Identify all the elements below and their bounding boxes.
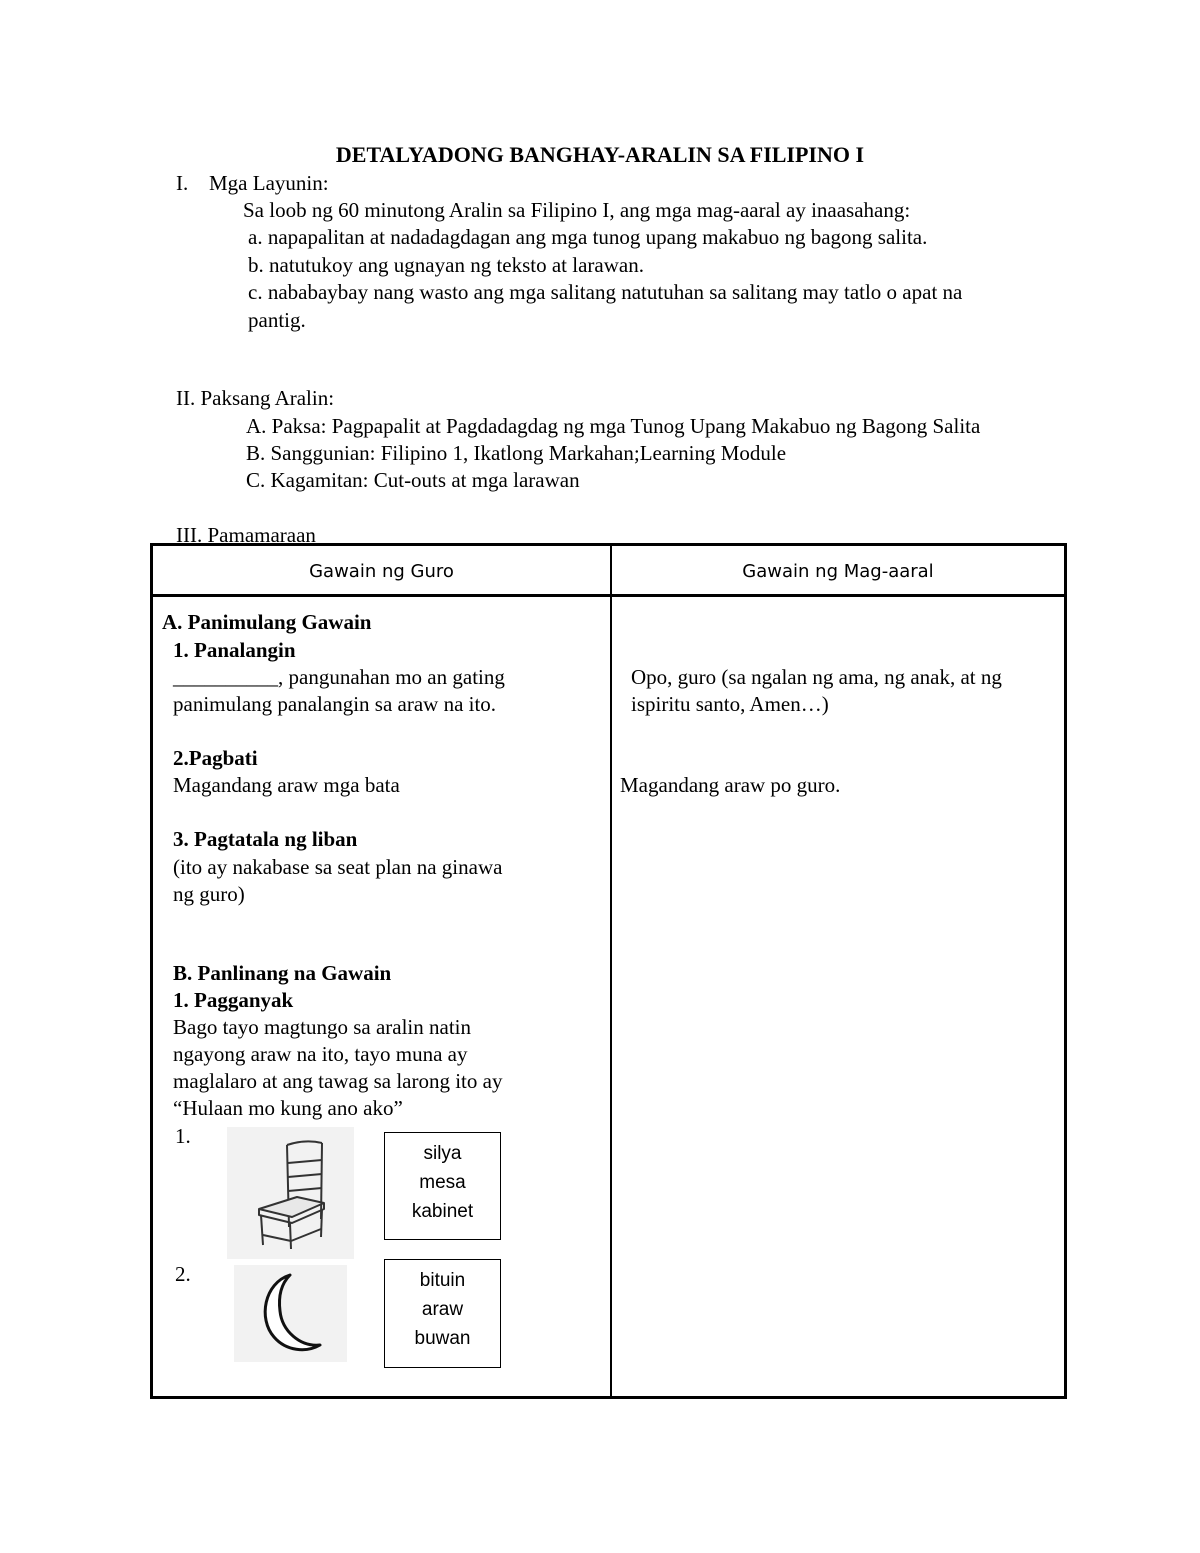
choices-box-1 (384, 1132, 501, 1240)
header-divider (153, 594, 1064, 597)
objective-item-continued: pantig. (248, 308, 306, 332)
header-student: Gawain ng Mag-aaral (742, 561, 934, 582)
student-greeting-response: Magandang araw po guro. (620, 773, 841, 797)
chair-icon (227, 1127, 354, 1259)
objective-item: b. natutukoy ang ugnayan ng teksto at larawan. (248, 253, 644, 277)
section-2-heading: II. Paksang Aralin: (176, 386, 335, 410)
pagganyak-title: 1. Pagganyak (173, 988, 294, 1012)
part-a-heading: A. Panimulang Gawain (162, 610, 372, 634)
choice-option: bituin (419, 1270, 466, 1291)
choice-option: mesa (419, 1172, 466, 1193)
section-1-heading: Mga Layunin: (209, 171, 329, 195)
panalangin-title: 1. Panalangin (173, 638, 296, 662)
student-response-line: Opo, guro (sa ngalan ng ama, ng anak, at ng (631, 665, 1002, 689)
page-title: DETALYADONG BANGHAY-ARALIN SA FILIPINO I (335, 142, 865, 167)
materials-item: C. Kagamitan: Cut-outs at mga larawan (246, 468, 580, 492)
game-title-quote: “Hulaan mo kung ano ako” (173, 1096, 403, 1120)
part-b-heading: B. Panlinang na Gawain (173, 961, 392, 985)
pagtatala-line: (ito ay nakabase sa seat plan na ginawa (173, 855, 503, 879)
pagbati-title: 2.Pagbati (173, 746, 258, 770)
section-3-heading: III. Pamamaraan (176, 523, 316, 547)
column-divider (610, 546, 612, 1396)
section-1-numeral: I. (176, 171, 189, 195)
objective-item: a. napapalitan at nadadagdagan ang mga tunog upang makabuo ng bagong salita. (248, 225, 928, 249)
panalangin-line: panimulang panalangin sa araw na ito. (173, 692, 497, 716)
pagtatala-title: 3. Pagtatala ng liban (173, 827, 358, 851)
choice-option: buwan (414, 1328, 471, 1349)
panalangin-line: __________, pangunahan mo an gating (173, 665, 505, 689)
choice-option: araw (421, 1299, 464, 1320)
reference-item: B. Sanggunian: Filipino 1, Ikatlong Markahan;Learning Module (246, 441, 787, 465)
choice-option: kabinet (411, 1201, 474, 1222)
objectives-intro: Sa loob ng 60 minutong Aralin sa Filipino I, ang mga mag-aaral ay inaasahang: (243, 198, 911, 222)
pagganyak-line: Bago tayo magtungo sa aralin natin (173, 1015, 472, 1039)
moon-icon (234, 1265, 347, 1362)
pagganyak-line: maglalaro at ang tawag sa larong ito ay (173, 1069, 503, 1093)
item-number: 2. (175, 1262, 191, 1286)
choice-option: silya (423, 1143, 462, 1164)
choices-box-2 (384, 1259, 501, 1368)
pagganyak-line: ngayong araw na ito, tayo muna ay (173, 1042, 468, 1066)
pagbati-text: Magandang araw mga bata (173, 773, 400, 797)
pagtatala-line: ng guro) (173, 882, 245, 906)
item-number: 1. (175, 1124, 191, 1148)
topic-item: A. Paksa: Pagpapalit at Pagdadagdag ng mga Tunog Upang Makabuo ng Bagong Salita (246, 414, 981, 438)
header-teacher: Gawain ng Guro (309, 561, 454, 582)
objective-item: c. nababaybay nang wasto ang mga salitang natutuhan sa salitang may tatlo o apat na (248, 280, 963, 304)
procedure-table (150, 543, 1067, 1399)
student-response-line: ispiritu santo, Amen…) (631, 692, 829, 716)
